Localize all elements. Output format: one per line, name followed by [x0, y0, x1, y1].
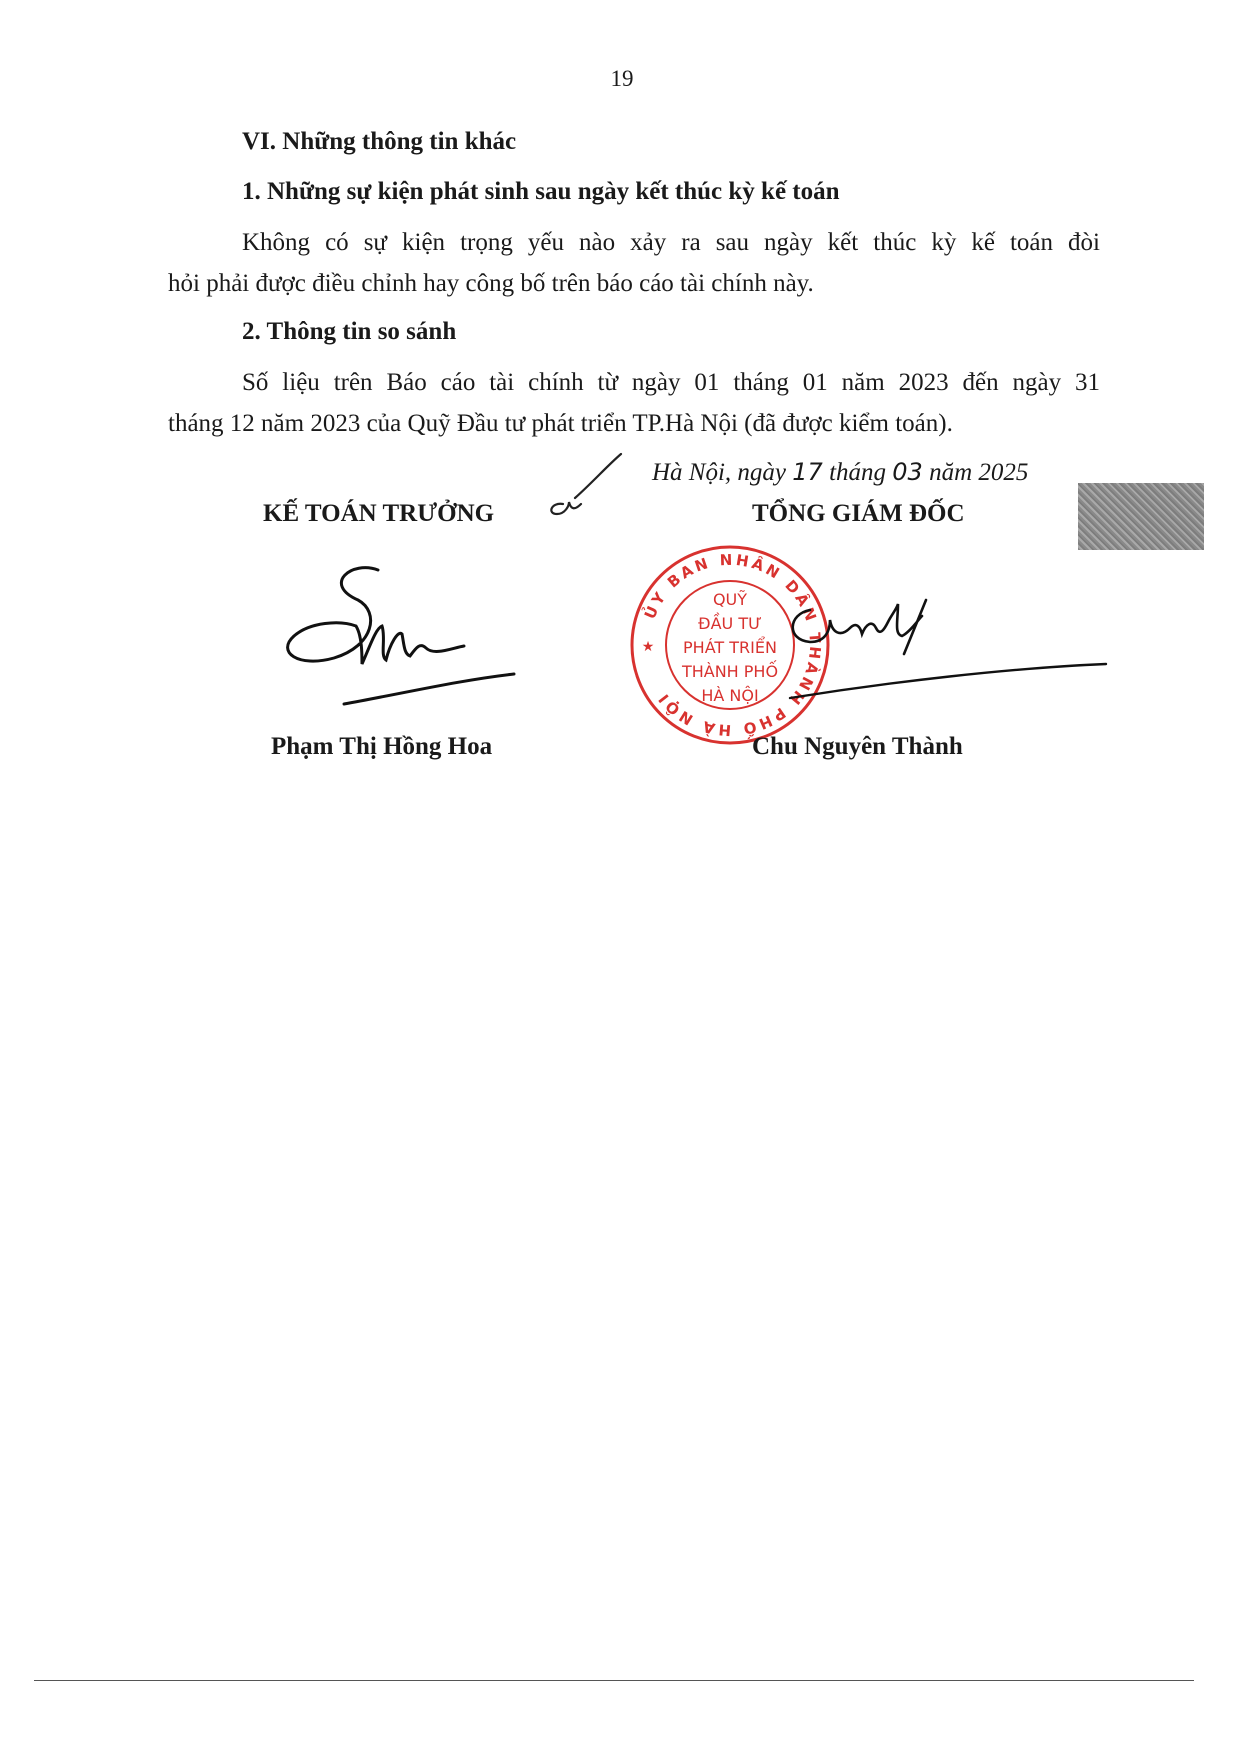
- chief-accountant-signature: [270, 560, 530, 710]
- stamp-outer-text: ỦY BAN NHÂN DÂN THÀNH PHỐ HÀ NỘI: [640, 550, 825, 740]
- subsection-1-body: [168, 222, 1100, 304]
- general-director-name: Chu Nguyên Thành: [752, 733, 963, 760]
- stamp-line-4: THÀNH PHỐ: [681, 662, 779, 681]
- subsection-2-title: 2. Thông tin so sánh: [242, 318, 457, 345]
- redaction-block: [1078, 483, 1204, 550]
- date-month: 03: [892, 458, 923, 486]
- subsection-2-line-2: tháng 12 năm 2023 của Quỹ Đầu tư phát triển TP.Hà Nội (đã được kiểm toán).: [168, 410, 953, 437]
- chief-accountant-name: Phạm Thị Hồng Hoa: [271, 733, 493, 760]
- chief-accountant-role: KẾ TOÁN TRƯỞNG: [263, 500, 495, 527]
- page-number: 19: [610, 66, 634, 91]
- subsection-2-body: [168, 362, 1100, 444]
- stamp-line-5: HÀ NỘI: [701, 686, 759, 705]
- footer-rule: [34, 1680, 1194, 1681]
- date-year: năm 2025: [922, 459, 1029, 486]
- initials-mark: [535, 452, 625, 532]
- stamp-line-1: QUỸ: [712, 590, 748, 609]
- section-title: VI. Những thông tin khác: [242, 128, 517, 155]
- date-day: 17: [792, 458, 823, 486]
- stamp-star-icon: ★: [641, 640, 655, 655]
- general-director-role: TỔNG GIÁM ĐỐC: [752, 500, 965, 527]
- general-director-signature: [770, 570, 1110, 710]
- subsection-1-line-1: Không có sự kiện trọng yếu nào xảy ra sau ngày kết thúc kỳ kế toán đòi: [242, 229, 1100, 256]
- subsection-2-line-1: Số liệu trên Báo cáo tài chính từ ngày 01 tháng 01 năm 2023 đến ngày 31: [242, 369, 1100, 396]
- date-month-label: tháng: [822, 459, 893, 486]
- subsection-1-line-2: hỏi phải được điều chỉnh hay công bố trên báo cáo tài chính này.: [168, 270, 814, 297]
- date-place-prefix: Hà Nội, ngày: [652, 459, 793, 486]
- subsection-1-title: 1. Những sự kiện phát sinh sau ngày kết thúc kỳ kế toán: [242, 178, 840, 205]
- stamp-line-3: PHÁT TRIỂN: [683, 638, 777, 657]
- stamp-line-2: ĐẦU TƯ: [698, 614, 762, 633]
- date-line: [652, 458, 1028, 487]
